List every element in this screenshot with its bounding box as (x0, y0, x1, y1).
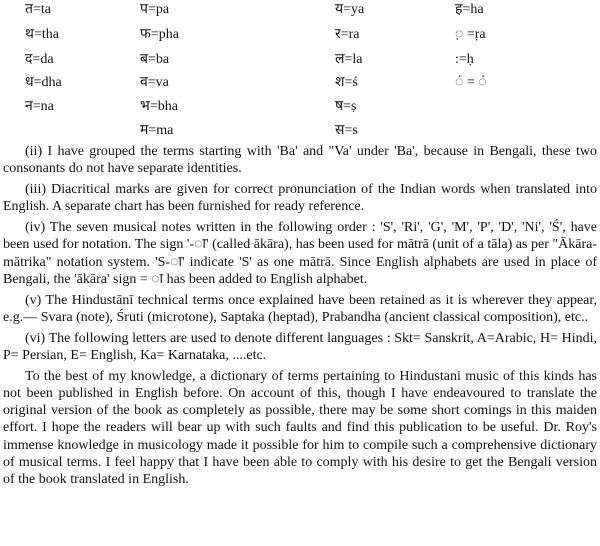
note-paragraph: (vi) The following letters are used to denote different languages : Skt= Sanskrit, A=Arabic, H= Hindi, P= Persian, E= English, Ka= Karnataka, ....etc. (3, 330, 597, 364)
notes-body (3, 143, 597, 488)
translit-cell: न=na (25, 99, 54, 114)
note-paragraph: (ii) I have grouped the terms starting with 'Ba' and "Va' under 'Ba', because in Bengali, these two consonants do not have separate identities. (3, 144, 597, 177)
translit-cell: द=da (25, 52, 54, 67)
note-paragraph: (iv) The seven musical notes written in the following order : 'S', 'Ri', 'G', 'M', 'P', 'D', 'Ni', 'Ś', have been used for notation. The sign '-ा' (called ākāra), has been used for mātrā (unit of a tāla) as per "Ākāra-mātrika" notation system. 'S-ा' indicate 'S' as one mātrā. Since English alphabets are used in place of Bengali, the 'ākāra' sign = ा has been added to English alphabet. (3, 220, 597, 287)
translit-cell: र=ra (335, 27, 360, 42)
translit-cell: श=ś (335, 75, 358, 90)
translit-cell: प=pa (140, 2, 170, 17)
translit-cell: त=ta (25, 2, 51, 17)
translit-cell: ़ =ṛa (455, 27, 486, 42)
translit-cell: स=s (335, 123, 358, 138)
translit-cell: ं = ं (455, 75, 487, 90)
translit-cell: भ=bha (140, 99, 178, 114)
translit-cell: व=va (140, 75, 169, 90)
translit-cell: ध=dha (25, 75, 62, 90)
translit-cell: ल=la (335, 52, 363, 67)
closing-paragraph: To the best of my knowledge, a dictionary of terms pertaining to Hindustani music of this kinds has not been published in English before. On account of this, though I have endeavoured to translate the original version of the book as completely as possible, there may be some short comings in this maiden effort. I hope the readers will bear up with such faults and find this publication to be useful. Dr. Roy's immense knowledge in musicology made it possible for him to compile such a comprehensive dictionary of musical terms. I feel happy that I have been able to comply with his desire to get the Bengali version of the book translated in English. (3, 369, 597, 487)
note-paragraph: (v) The Hindustānī technical terms once explained have been retained as it is wherever they appear, e.g.— Svara (note), Śruti (microtone), Saptaka (heptad), Prabandha (ancient classical composition), etc.. (3, 292, 597, 325)
translit-cell: फ=pha (140, 27, 179, 42)
translit-cell: म=ma (140, 123, 174, 138)
translit-cell: ह=ha (455, 2, 484, 17)
translit-cell: ब=ba (140, 52, 170, 67)
translit-cell: ष=ṣ (335, 99, 357, 114)
translit-cell: थ=tha (25, 27, 59, 42)
note-paragraph: (iii) Diacritical marks are given for correct pronunciation of the Indian words when translated into English. A separate chart has been furnished for ready reference. (3, 182, 597, 215)
translit-cell: य=ya (335, 2, 365, 17)
translit-cell: :=ḥ (455, 52, 474, 67)
transliteration-table (0, 0, 600, 140)
